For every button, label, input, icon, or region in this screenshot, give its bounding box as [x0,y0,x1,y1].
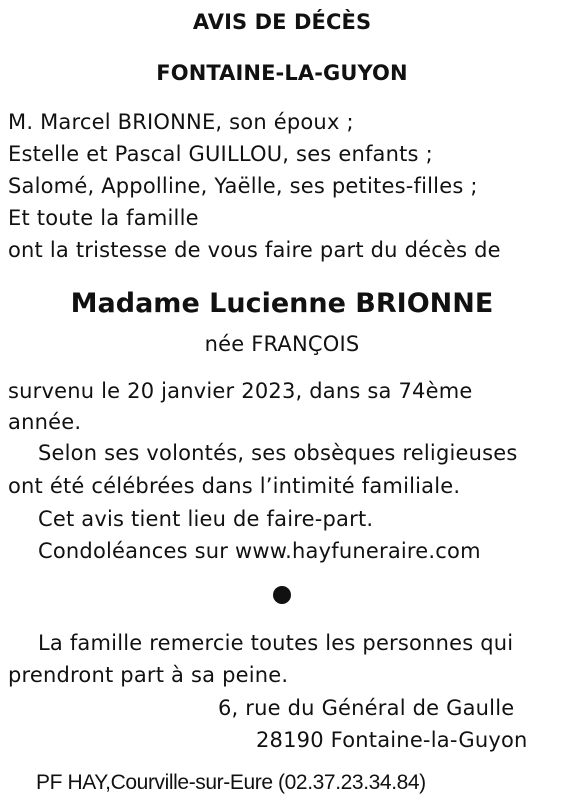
family-line-spouse: M. Marcel BRIONNE, son époux ; [8,110,354,134]
maiden-name: née FRANÇOIS [204,332,360,356]
notice-title: AVIS DE DÉCÈS [192,10,372,34]
separator-bullet [273,586,291,604]
thanks-line-1: La famille remercie toutes les personnes qui [38,631,514,655]
deceased-name: Madame Lucienne BRIONNE [70,288,494,319]
address-city: 28190 Fontaine-la-Guyon [256,728,528,752]
detail-line-date: survenu le 20 janvier 2023, dans sa 74ème [8,379,473,403]
detail-line-faire-part: Cet avis tient lieu de faire-part. [38,507,374,531]
family-line-children: Estelle et Pascal GUILLOU, ses enfants ; [8,142,433,166]
detail-line-wishes: Selon ses volontés, ses obsèques religieuses [38,441,518,465]
detail-line-year: année. [8,410,82,434]
funeral-home-footer: PF HAY,Courville-sur-Eure (02.37.23.34.84) [36,771,426,794]
address-street: 6, rue du Général de Gaulle [218,696,515,720]
family-line-all: Et toute la famille [8,206,199,230]
notice-town: FONTAINE-LA-GUYON [156,61,408,85]
detail-line-condolences: Condoléances sur www.hayfuneraire.com [38,539,481,563]
detail-line-ceremony: ont été célébrées dans l’intimité familiale. [8,474,461,498]
family-line-grandchildren: Salomé, Appolline, Yaëlle, ses petites-filles ; [8,174,478,198]
thanks-line-2: prendront part à sa peine. [8,663,289,687]
family-line-announcement: ont la tristesse de vous faire part du décès de [8,238,501,262]
